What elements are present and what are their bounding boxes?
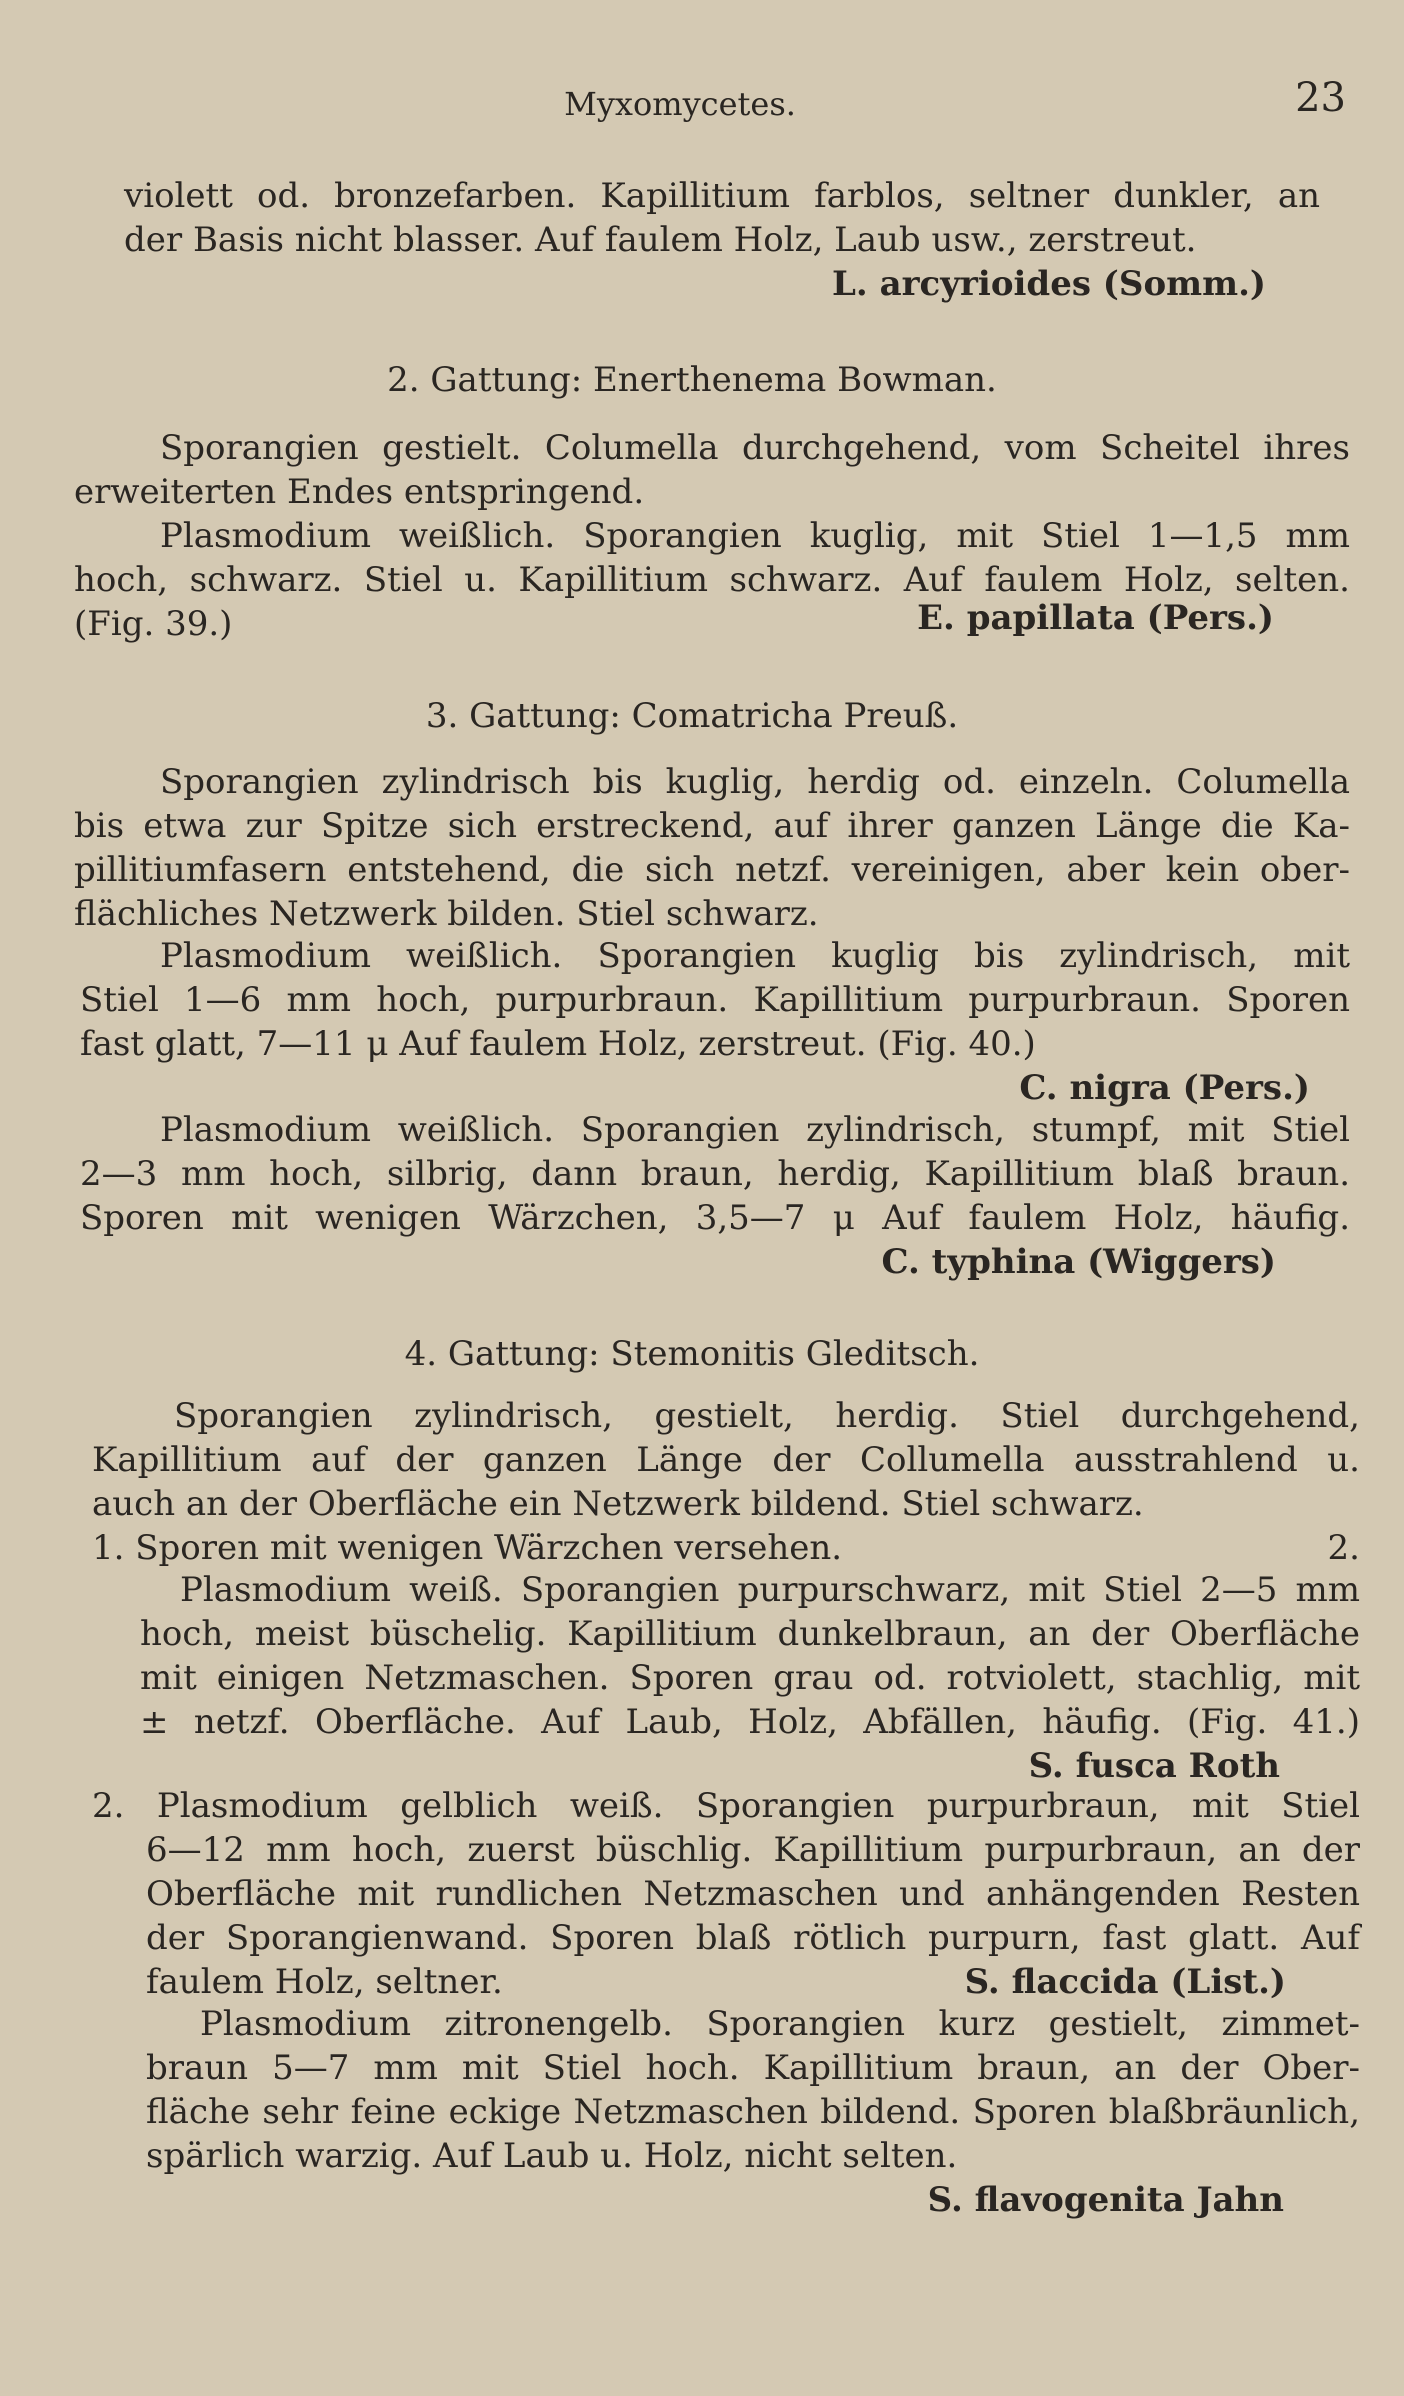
species-name: S. flaccida (List.) — [964, 1962, 1286, 2002]
genus-heading: 4. Gattung: Stemonitis Gleditsch. — [404, 1334, 980, 1374]
text-line: Plasmodium weißlich. Sporangien zylindrisch, stumpf, mit Stiel — [160, 1110, 1350, 1150]
text-line: ± netzf. Oberfläche. Auf Laub, Holz, Abfällen, häufig. (Fig. 41.) — [140, 1702, 1360, 1742]
text-line: hoch, meist büschelig. Kapillitium dunkelbraun, an der Oberfläche — [140, 1614, 1360, 1654]
text-line: hoch, schwarz. Stiel u. Kapillitium schwarz. Auf faulem Holz, selten. — [74, 560, 1350, 600]
text-line: 2—3 mm hoch, silbrig, dann braun, herdig, Kapillitium blaß braun. — [80, 1154, 1350, 1194]
text-line: Kapillitium auf der ganzen Länge der Collumella ausstrahlend u. — [92, 1440, 1360, 1480]
page-number: 23 — [1295, 75, 1346, 121]
text-line: Plasmodium weißlich. Sporangien kuglig bis zylindrisch, mit — [160, 936, 1350, 976]
text-line: Sporangien zylindrisch bis kuglig, herdig od. einzeln. Columella — [160, 762, 1350, 802]
text-line: Sporangien gestielt. Columella durchgehend, vom Scheitel ihres — [160, 428, 1350, 468]
text-line: Sporangien zylindrisch, gestielt, herdig. Stiel durchgehend, — [174, 1396, 1360, 1436]
text-line: der Basis nicht blasser. Auf faulem Holz, Laub usw., zerstreut. — [124, 220, 1197, 260]
text-line: faulem Holz, seltner. — [146, 1962, 503, 2002]
species-name: S. fusca Roth — [1028, 1746, 1280, 1786]
species-name: C. nigra (Pers.) — [1019, 1068, 1310, 1108]
text-line: braun 5—7 mm mit Stiel hoch. Kapillitium braun, an der Ober- — [146, 2048, 1360, 2088]
text-line: Plasmodium weißlich. Sporangien kuglig, mit Stiel 1—1,5 mm — [160, 516, 1350, 556]
text-line: Oberfläche mit rundlichen Netzmaschen und anhängenden Resten — [146, 1874, 1360, 1914]
text-line: fläche sehr feine eckige Netzmaschen bildend. Sporen blaßbräunlich, — [146, 2092, 1360, 2132]
genus-heading: 3. Gattung: Comatricha Preuß. — [425, 696, 959, 736]
text-line: 2. Plasmodium gelblich weiß. Sporangien purpurbraun, mit Stiel — [92, 1786, 1360, 1826]
text-line: spärlich warzig. Auf Laub u. Holz, nicht selten. — [146, 2136, 958, 2176]
text-line: Plasmodium weiß. Sporangien purpurschwarz, mit Stiel 2—5 mm — [180, 1570, 1360, 1610]
text-line: bis etwa zur Spitze sich erstreckend, auf ihrer ganzen Länge die Ka- — [74, 806, 1350, 846]
species-name: S. flavogenita Jahn — [927, 2180, 1284, 2220]
text-line: fast glatt, 7—11 μ Auf faulem Holz, zerstreut. (Fig. 40.) — [80, 1024, 1036, 1064]
text-line: Plasmodium zitronengelb. Sporangien kurz gestielt, zimmet- — [200, 2004, 1360, 2044]
species-name: L. arcyrioides (Somm.) — [832, 264, 1266, 304]
text-line: mit einigen Netzmaschen. Sporen grau od. rotviolett, stachlig, mit — [140, 1658, 1360, 1698]
text-line: auch an der Oberfläche ein Netzwerk bildend. Stiel schwarz. — [92, 1484, 1144, 1524]
text-line: Stiel 1—6 mm hoch, purpurbraun. Kapillitium purpurbraun. Sporen — [80, 980, 1350, 1020]
genus-heading: 2. Gattung: Enerthenema Bowman. — [387, 360, 997, 400]
text-line: erweiterten Endes entspringend. — [74, 472, 645, 512]
running-header: Myxomycetes. — [564, 85, 796, 123]
text-line: (Fig. 39.) — [74, 604, 233, 644]
key-reference: 2. — [1327, 1528, 1360, 1568]
species-name: E. papillata (Pers.) — [917, 598, 1274, 638]
text-line: der Sporangienwand. Sporen blaß rötlich purpurn, fast glatt. Auf — [146, 1918, 1360, 1958]
text-line: 6—12 mm hoch, zuerst büschlig. Kapillitium purpurbraun, an der — [146, 1830, 1360, 1870]
key-item: 1. Sporen mit wenigen Wärzchen versehen. — [92, 1528, 843, 1568]
text-line: violett od. bronzefarben. Kapillitium farblos, seltner dunkler, an — [124, 176, 1320, 216]
species-name: C. typhina (Wiggers) — [881, 1242, 1276, 1282]
text-line: Sporen mit wenigen Wärzchen, 3,5—7 μ Auf faulem Holz, häufig. — [80, 1198, 1350, 1238]
text-line: flächliches Netzwerk bilden. Stiel schwarz. — [74, 894, 819, 934]
text-line: pillitiumfasern entstehend, die sich netzf. vereinigen, aber kein ober- — [74, 850, 1350, 890]
